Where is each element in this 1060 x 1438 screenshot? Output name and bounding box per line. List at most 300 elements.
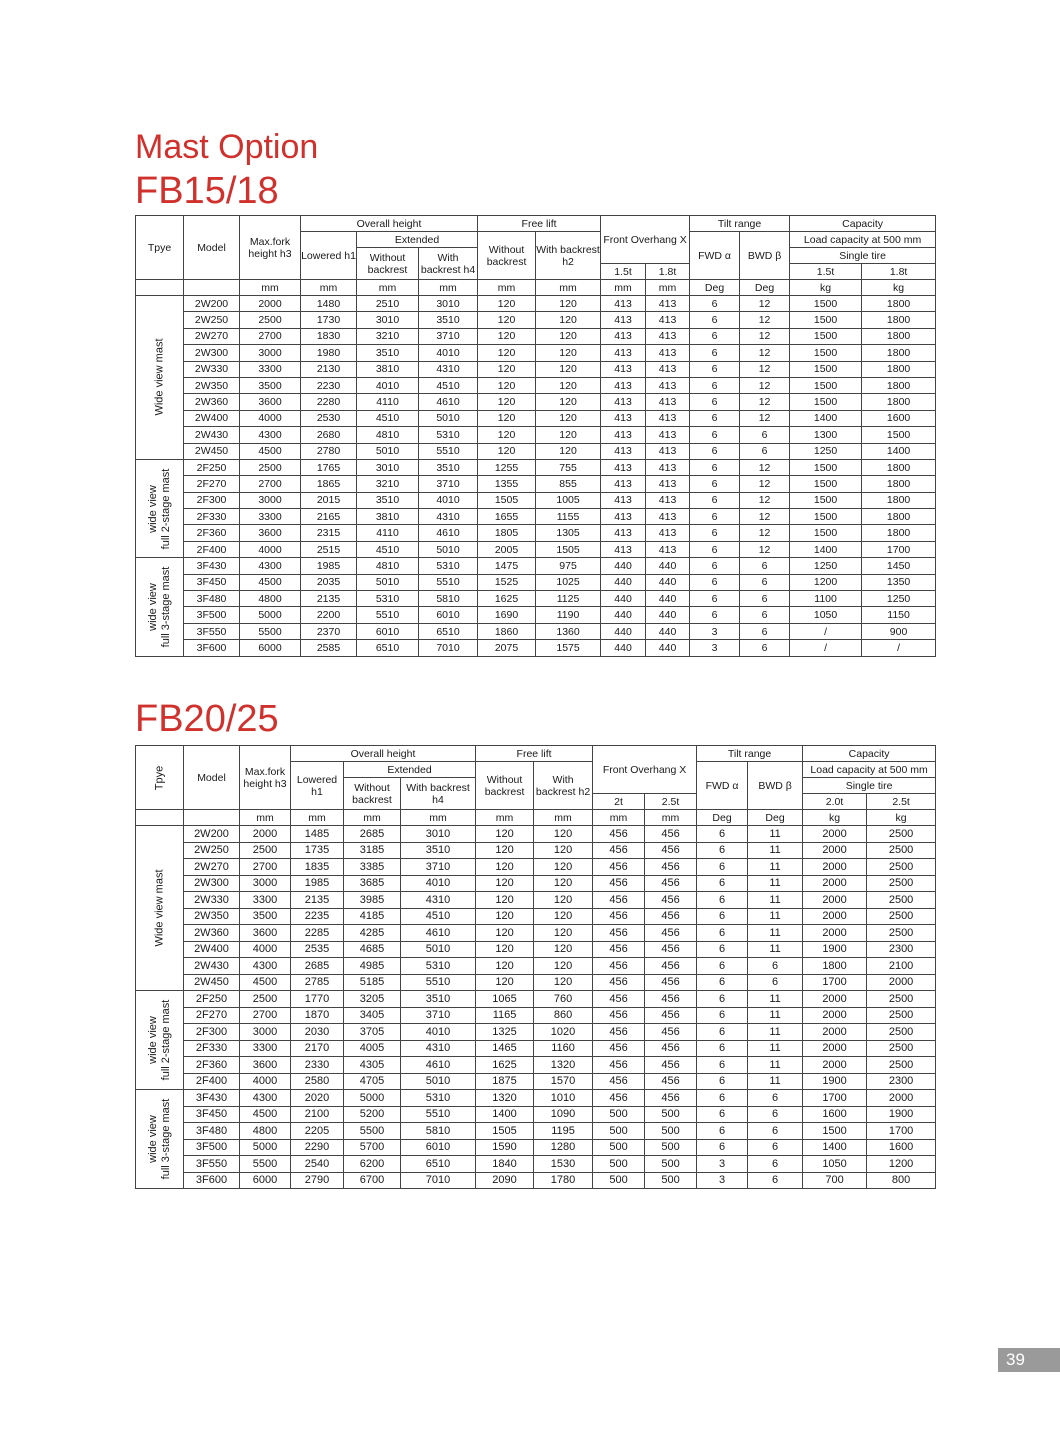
- table-cell: 1625: [478, 591, 536, 607]
- table-cell: 456: [593, 875, 645, 892]
- table-cell: 12: [740, 541, 790, 557]
- model-cell: 2W360: [184, 394, 240, 410]
- model-cell: 2W300: [184, 345, 240, 361]
- table-cell: 6: [690, 525, 740, 541]
- table-cell: 3000: [240, 875, 291, 892]
- table-cell: 4300: [240, 958, 291, 975]
- table-cell: 6: [690, 459, 740, 475]
- table-cell: 2785: [291, 974, 344, 991]
- table-cell: 2280: [301, 394, 357, 410]
- table-cell: 120: [534, 941, 593, 958]
- table-cell: 1655: [478, 509, 536, 525]
- table-cell: 413: [646, 328, 690, 344]
- table-cell: 2300: [867, 941, 936, 958]
- table-row: [136, 1007, 936, 1024]
- table-cell: 1250: [862, 591, 936, 607]
- header-bwd: BWD β: [740, 232, 790, 280]
- table-row: [136, 427, 936, 443]
- table-cell: 5010: [419, 410, 478, 426]
- table-cell: 6: [690, 394, 740, 410]
- table-row: [136, 1139, 936, 1156]
- units-row: [136, 810, 936, 826]
- table-cell: 1400: [862, 443, 936, 459]
- table-cell: 5500: [344, 1123, 401, 1140]
- table-cell: 5310: [419, 427, 478, 443]
- table-cell: 1190: [536, 607, 601, 623]
- table-row: [136, 607, 936, 623]
- table-cell: 1090: [534, 1106, 593, 1123]
- table-cell: 5000: [240, 607, 301, 623]
- table-cell: 3000: [240, 492, 301, 508]
- table-cell: 1800: [862, 509, 936, 525]
- table-cell: 11: [748, 908, 803, 925]
- model-cell: 3F600: [184, 1172, 240, 1189]
- table-cell: 4500: [240, 443, 301, 459]
- table-cell: 5185: [344, 974, 401, 991]
- table-row: [136, 941, 936, 958]
- table-cell: 3405: [344, 1007, 401, 1024]
- table-cell: /: [790, 640, 862, 656]
- table-cell: 1360: [536, 623, 601, 639]
- table-cell: 1770: [291, 991, 344, 1008]
- table-cell: 2135: [291, 892, 344, 909]
- table-cell: 3300: [240, 361, 301, 377]
- table-cell: 2000: [803, 892, 867, 909]
- table-row: [136, 991, 936, 1008]
- table-cell: 2685: [344, 826, 401, 843]
- table-cell: 2165: [301, 509, 357, 525]
- table-cell: 6: [740, 623, 790, 639]
- table-cell: 500: [645, 1106, 697, 1123]
- table-cell: 6: [748, 974, 803, 991]
- table-cell: 440: [601, 591, 646, 607]
- table-cell: 6: [748, 1123, 803, 1140]
- table-cell: 2535: [291, 941, 344, 958]
- table-cell: 456: [593, 1007, 645, 1024]
- table-cell: 11: [748, 859, 803, 876]
- table-row: [136, 1123, 936, 1140]
- table-row: [136, 1090, 936, 1107]
- table-cell: 413: [646, 525, 690, 541]
- table-cell: 6: [697, 941, 748, 958]
- table-cell: 1250: [790, 558, 862, 574]
- table-cell: 456: [593, 941, 645, 958]
- table-cell: 12: [740, 361, 790, 377]
- table-cell: 3210: [357, 476, 419, 492]
- table-cell: 120: [534, 842, 593, 859]
- table-cell: 6: [697, 1007, 748, 1024]
- table-cell: 6: [697, 842, 748, 859]
- table-cell: 456: [645, 1090, 697, 1107]
- table-cell: 6: [697, 1139, 748, 1156]
- unit-cell: mm: [478, 280, 536, 296]
- table-cell: 6: [740, 443, 790, 459]
- table-cell: 1400: [790, 410, 862, 426]
- table-cell: 5810: [419, 591, 478, 607]
- group-label-text: Wide view mast: [153, 869, 165, 947]
- table-cell: 500: [593, 1172, 645, 1189]
- table-cell: 11: [748, 892, 803, 909]
- table-cell: 1690: [478, 607, 536, 623]
- table-cell: 1280: [534, 1139, 593, 1156]
- table-cell: 500: [645, 1156, 697, 1173]
- table-cell: 1875: [476, 1073, 534, 1090]
- table-cell: 4000: [240, 1073, 291, 1090]
- table-cell: 2500: [867, 875, 936, 892]
- table-cell: 4610: [401, 1057, 476, 1074]
- table-cell: 6: [690, 591, 740, 607]
- table-cell: 3705: [344, 1024, 401, 1041]
- table-cell: 120: [476, 974, 534, 991]
- table-cell: 12: [740, 328, 790, 344]
- table-cell: 120: [476, 892, 534, 909]
- model-cell: 2F400: [184, 1073, 240, 1090]
- table-row: [136, 826, 936, 843]
- table-cell: 2000: [803, 826, 867, 843]
- table-cell: 1865: [301, 476, 357, 492]
- table-cell: 12: [740, 492, 790, 508]
- table-cell: 2005: [478, 541, 536, 557]
- table-cell: 120: [534, 875, 593, 892]
- table-cell: 1900: [867, 1106, 936, 1123]
- table-cell: 120: [478, 345, 536, 361]
- table-row: [136, 296, 936, 312]
- table-cell: 6: [697, 908, 748, 925]
- table-cell: 4810: [357, 427, 419, 443]
- table-cell: 120: [476, 826, 534, 843]
- table-cell: 1480: [301, 296, 357, 312]
- table-cell: 413: [601, 345, 646, 361]
- table-cell: 6: [690, 574, 740, 590]
- table-cell: 11: [748, 925, 803, 942]
- table-row: [136, 541, 936, 557]
- table-cell: 6700: [344, 1172, 401, 1189]
- model-cell: 2W400: [184, 410, 240, 426]
- table-cell: 1800: [862, 361, 936, 377]
- table-cell: 6: [690, 312, 740, 328]
- model-cell: 3F550: [184, 623, 240, 639]
- table-cell: 11: [748, 1073, 803, 1090]
- table-row: [136, 509, 936, 525]
- table-cell: 6: [740, 427, 790, 443]
- table-cell: 1005: [536, 492, 601, 508]
- table-cell: 5010: [401, 1073, 476, 1090]
- model-cell: 2W330: [184, 892, 240, 909]
- table-cell: 413: [646, 541, 690, 557]
- model-cell: 2F400: [184, 541, 240, 557]
- table-cell: 500: [645, 1123, 697, 1140]
- table-cell: 1505: [478, 492, 536, 508]
- header-without-backrest: Without backrest: [344, 778, 401, 810]
- table-cell: 456: [593, 991, 645, 1008]
- table-cell: 1800: [862, 394, 936, 410]
- table-cell: 456: [645, 925, 697, 942]
- table-cell: 1125: [536, 591, 601, 607]
- table-cell: 1500: [790, 377, 862, 393]
- header-with-backrest-h4: With backrest h4: [401, 778, 476, 810]
- table-cell: 440: [601, 574, 646, 590]
- table-cell: 1800: [862, 377, 936, 393]
- table-cell: 2500: [867, 892, 936, 909]
- model-cell: 2W270: [184, 328, 240, 344]
- table-row: [136, 312, 936, 328]
- model-cell: 2W430: [184, 958, 240, 975]
- table-cell: 4305: [344, 1057, 401, 1074]
- header-with-backrest-h2: With backrest h2: [534, 762, 593, 810]
- table-row: [136, 377, 936, 393]
- table-cell: 1400: [790, 541, 862, 557]
- group-label-text: wide view full 2-stage mast: [146, 468, 172, 549]
- table-cell: 456: [645, 991, 697, 1008]
- model-cell: 2W350: [184, 908, 240, 925]
- table-cell: 1525: [478, 574, 536, 590]
- table-cell: 456: [593, 892, 645, 909]
- table-cell: 5510: [419, 574, 478, 590]
- table-cell: 6: [697, 892, 748, 909]
- table-cell: 1165: [476, 1007, 534, 1024]
- table-cell: 5510: [419, 443, 478, 459]
- table-cell: 500: [593, 1106, 645, 1123]
- model-cell: 2F270: [184, 476, 240, 492]
- table-cell: 2135: [301, 591, 357, 607]
- table-cell: 6: [690, 558, 740, 574]
- unit-cell: mm: [601, 280, 646, 296]
- table-cell: 3810: [357, 361, 419, 377]
- table-cell: 3: [697, 1156, 748, 1173]
- table-cell: 500: [593, 1123, 645, 1140]
- table-cell: 2700: [240, 1007, 291, 1024]
- table-cell: 1800: [862, 296, 936, 312]
- table-cell: 456: [593, 925, 645, 942]
- table-cell: 1305: [536, 525, 601, 541]
- table-cell: 6: [697, 925, 748, 942]
- table-cell: 1835: [291, 859, 344, 876]
- table-cell: 4300: [240, 427, 301, 443]
- table-cell: 120: [536, 427, 601, 443]
- model-cell: 3F430: [184, 558, 240, 574]
- table-cell: 11: [748, 1040, 803, 1057]
- table-cell: 1575: [536, 640, 601, 656]
- table-cell: 4510: [419, 377, 478, 393]
- unit-cell: mm: [401, 810, 476, 826]
- table-cell: 1500: [790, 509, 862, 525]
- table-cell: 1500: [790, 492, 862, 508]
- table-cell: 2000: [803, 1040, 867, 1057]
- unit-cell: mm: [344, 810, 401, 826]
- table-cell: 6: [740, 607, 790, 623]
- table-cell: 3205: [344, 991, 401, 1008]
- header-free-lift: Free lift: [478, 216, 601, 232]
- header-bwd: BWD β: [748, 762, 803, 810]
- header-type: Tpye: [136, 216, 184, 280]
- table-cell: 1325: [476, 1024, 534, 1041]
- table-cell: 2020: [291, 1090, 344, 1107]
- table-row: [136, 558, 936, 574]
- table-cell: 4500: [240, 574, 301, 590]
- table-cell: 2700: [240, 476, 301, 492]
- header-capacity-sub: 2.0t: [803, 794, 867, 810]
- table-cell: 6: [697, 1090, 748, 1107]
- table-cell: 413: [646, 476, 690, 492]
- table-cell: 4000: [240, 941, 291, 958]
- unit-cell: kg: [862, 280, 936, 296]
- header-fwd: FWD α: [697, 762, 748, 810]
- table-cell: 3000: [240, 345, 301, 361]
- header-capacity-sub: 1.5t: [790, 264, 862, 280]
- header-type: Tpye: [136, 746, 184, 810]
- table-cell: 3510: [419, 459, 478, 475]
- table-cell: 5310: [357, 591, 419, 607]
- table-cell: 456: [645, 958, 697, 975]
- table-cell: 4010: [357, 377, 419, 393]
- table-cell: 456: [593, 958, 645, 975]
- table-cell: /: [790, 623, 862, 639]
- header-overall-height: Overall height: [291, 746, 476, 762]
- table-cell: /: [862, 640, 936, 656]
- table-cell: 6: [690, 541, 740, 557]
- table-cell: 1010: [534, 1090, 593, 1107]
- table-cell: 120: [534, 908, 593, 925]
- model-cell: 3F500: [184, 1139, 240, 1156]
- table-cell: 6: [690, 345, 740, 361]
- unit-cell: mm: [476, 810, 534, 826]
- table-cell: 4510: [357, 541, 419, 557]
- header-overhang-sub: 1.5t: [601, 264, 646, 280]
- header-tilt-range: Tilt range: [690, 216, 790, 232]
- table-cell: 5010: [357, 574, 419, 590]
- table-cell: 413: [646, 427, 690, 443]
- header-with-backrest-h4: With backrest h4: [419, 248, 478, 280]
- table-cell: 6: [690, 607, 740, 623]
- table-cell: 700: [803, 1172, 867, 1189]
- table-cell: 2500: [867, 842, 936, 859]
- table-row: [136, 1073, 936, 1090]
- table-cell: 1735: [291, 842, 344, 859]
- table-cell: 1800: [862, 492, 936, 508]
- table-cell: 6: [690, 427, 740, 443]
- table-cell: 413: [601, 443, 646, 459]
- table-cell: 413: [646, 394, 690, 410]
- header-overhang-sub: 2t: [593, 794, 645, 810]
- table-cell: 11: [748, 842, 803, 859]
- table-cell: 1500: [790, 394, 862, 410]
- table-cell: 440: [601, 640, 646, 656]
- table-cell: 4285: [344, 925, 401, 942]
- table-cell: 2130: [301, 361, 357, 377]
- table-cell: 2035: [301, 574, 357, 590]
- table-cell: 1800: [862, 476, 936, 492]
- table-cell: 975: [536, 558, 601, 574]
- table-cell: 5010: [401, 941, 476, 958]
- table-cell: 413: [646, 345, 690, 361]
- model-cell: 2W330: [184, 361, 240, 377]
- table-cell: 120: [478, 410, 536, 426]
- table-cell: 2000: [803, 991, 867, 1008]
- table-cell: 1700: [867, 1123, 936, 1140]
- table-cell: 6010: [401, 1139, 476, 1156]
- table-cell: 1500: [790, 476, 862, 492]
- table-cell: 6: [748, 1172, 803, 1189]
- table-cell: 1155: [536, 509, 601, 525]
- table-cell: 2000: [803, 859, 867, 876]
- table-cell: 6: [690, 377, 740, 393]
- table-cell: 12: [740, 509, 790, 525]
- table-cell: 6: [697, 958, 748, 975]
- table-cell: 120: [534, 974, 593, 991]
- table-cell: 456: [645, 1024, 697, 1041]
- table-cell: 2100: [291, 1106, 344, 1123]
- table-cell: 2700: [240, 328, 301, 344]
- table-row: [136, 459, 936, 475]
- model-cell: 2W450: [184, 443, 240, 459]
- table-cell: 120: [536, 312, 601, 328]
- table-cell: 1485: [291, 826, 344, 843]
- table-cell: 4310: [401, 1040, 476, 1057]
- table-cell: 1025: [536, 574, 601, 590]
- table-cell: 6000: [240, 1172, 291, 1189]
- table-cell: 6: [690, 328, 740, 344]
- table-cell: 2235: [291, 908, 344, 925]
- unit-cell: mm: [534, 810, 593, 826]
- table-cell: 500: [645, 1172, 697, 1189]
- table-cell: 3600: [240, 1057, 291, 1074]
- table-cell: 4005: [344, 1040, 401, 1057]
- table-cell: 4510: [357, 410, 419, 426]
- table-cell: 120: [478, 296, 536, 312]
- section-heading: Mast Option: [135, 128, 319, 166]
- table-cell: 2530: [301, 410, 357, 426]
- table-cell: 5810: [401, 1123, 476, 1140]
- table-cell: 3510: [357, 345, 419, 361]
- table-cell: 7010: [419, 640, 478, 656]
- table-cell: 5510: [401, 1106, 476, 1123]
- table-row: [136, 892, 936, 909]
- table-cell: 1900: [803, 1073, 867, 1090]
- table-cell: 2290: [291, 1139, 344, 1156]
- group-label-text: wide view full 3-stage mast: [146, 1098, 172, 1180]
- table-cell: 413: [601, 427, 646, 443]
- table-cell: 3: [690, 640, 740, 656]
- table-cell: 413: [601, 492, 646, 508]
- table-cell: 413: [601, 394, 646, 410]
- table-cell: 1320: [534, 1057, 593, 1074]
- table-cell: 12: [740, 525, 790, 541]
- table-cell: 6: [690, 410, 740, 426]
- header-tilt-range: Tilt range: [697, 746, 803, 762]
- table-cell: 6510: [357, 640, 419, 656]
- table-cell: 1590: [476, 1139, 534, 1156]
- table-cell: 120: [536, 410, 601, 426]
- table-cell: 11: [748, 941, 803, 958]
- table-cell: 2500: [867, 1040, 936, 1057]
- table-cell: 3710: [401, 859, 476, 876]
- table-cell: 1150: [862, 607, 936, 623]
- table-cell: 6: [697, 826, 748, 843]
- group-label: [136, 1090, 184, 1189]
- table-cell: 4300: [240, 558, 301, 574]
- table-cell: 120: [534, 859, 593, 876]
- table-cell: 1400: [476, 1106, 534, 1123]
- table-cell: 500: [593, 1156, 645, 1173]
- table-cell: 5000: [240, 1139, 291, 1156]
- table-cell: 5510: [357, 607, 419, 623]
- table-cell: 755: [536, 459, 601, 475]
- model-cell: 2F330: [184, 509, 240, 525]
- table-cell: 4185: [344, 908, 401, 925]
- table-cell: 11: [748, 1057, 803, 1074]
- table-cell: 4705: [344, 1073, 401, 1090]
- table-cell: 120: [536, 361, 601, 377]
